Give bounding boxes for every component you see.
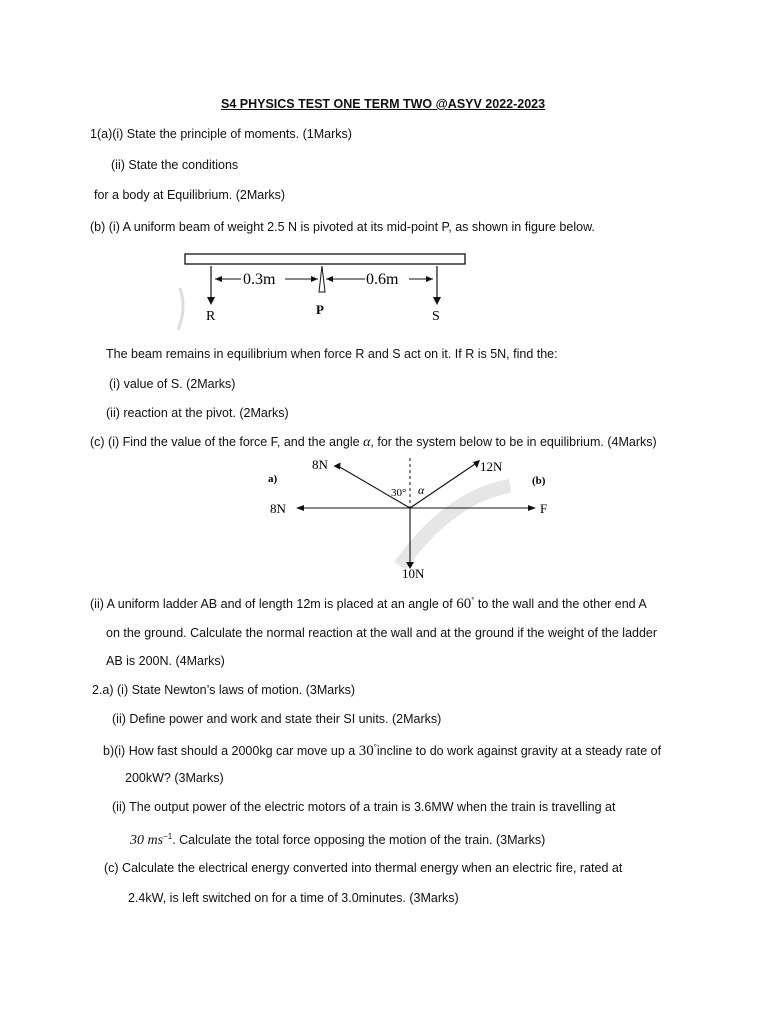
question-1c-ii-line2: on the ground. Calculate the normal reaction at the wall and at the ground if the weight of the ladder bbox=[106, 626, 658, 640]
page-title: S4 PHYSICS TEST ONE TERM TWO @ASYV 2022-2023 bbox=[221, 97, 546, 111]
question-2c-line2: 2.4kW, is left switched on for a time of 3.0minutes. (3Marks) bbox=[128, 891, 459, 905]
alpha-symbol: α bbox=[363, 435, 371, 450]
angle-label: 30° bbox=[391, 487, 407, 499]
question-1a-i: 1(a)(i) State the principle of moments. (1Marks) bbox=[90, 127, 352, 141]
force-right-label: F bbox=[540, 501, 548, 516]
label-a: a) bbox=[268, 473, 278, 485]
question-1b-text: The beam remains in equilibrium when force R and S act on it. If R is 5N, find the: bbox=[106, 347, 558, 361]
question-2b-i-line2: 200kW? (3Marks) bbox=[125, 771, 224, 785]
pivot-p bbox=[319, 266, 325, 292]
force-right-arrowhead bbox=[528, 505, 536, 511]
question-2c-line1: (c) Calculate the electrical energy converted into thermal energy when an electric fire, rated at bbox=[104, 861, 623, 875]
question-2b-ii-line2 bbox=[130, 829, 545, 849]
speed-value: 30 ms bbox=[130, 833, 164, 849]
force-upper-right-arrowhead bbox=[473, 460, 480, 468]
dim-left-arrow-start bbox=[215, 276, 222, 282]
force-down-label: 10N bbox=[402, 566, 425, 581]
degree-symbol: ° bbox=[373, 743, 377, 752]
alpha-angle-label: α bbox=[418, 483, 425, 497]
force-upper-left-label: 8N bbox=[312, 457, 328, 472]
question-1a-ii-line2: for a body at Equilibrium. (2Marks) bbox=[94, 188, 286, 202]
force-left-arrowhead bbox=[296, 505, 304, 511]
question-2a-ii: (ii) Define power and work and state their SI units. (2Marks) bbox=[112, 712, 442, 726]
question-2b-i-before: b)(i) How fast should a 2000kg car move up a bbox=[103, 744, 359, 759]
label-p: P bbox=[316, 302, 324, 317]
scan-artifact bbox=[400, 486, 510, 566]
force-upper-left-arrowhead bbox=[334, 462, 344, 471]
question-1c-ii-line1 bbox=[90, 593, 647, 612]
degree-symbol: ° bbox=[471, 596, 475, 605]
question-1b-i-value: (i) value of S. (2Marks) bbox=[109, 377, 236, 391]
question-2b-i-after: incline to do work against gravity at a steady rate of bbox=[376, 744, 662, 759]
distance-right-label: 0.6m bbox=[366, 271, 399, 288]
beam bbox=[185, 254, 465, 264]
question-1c-i-before: (c) (i) Find the value of the force F, and the angle bbox=[90, 435, 364, 449]
dim-right-arrow-start bbox=[326, 276, 333, 282]
dim-right-arrow-end bbox=[426, 276, 433, 282]
scan-artifact bbox=[178, 288, 183, 330]
speed-exponent: −1 bbox=[163, 832, 173, 841]
question-1a-ii-line1: (ii) State the conditions bbox=[111, 158, 239, 172]
force-upper-right-label: 12N bbox=[480, 459, 503, 474]
question-1c-ii-before: (ii) A uniform ladder AB and of length 12m is placed at an angle of bbox=[90, 597, 457, 612]
angle-30: 30 bbox=[358, 743, 374, 760]
question-1b-ii: (ii) reaction at the pivot. (2Marks) bbox=[106, 406, 289, 420]
force-s-arrowhead bbox=[433, 297, 441, 305]
dim-left-arrow-end bbox=[311, 276, 318, 282]
question-2b-ii-after: . Calculate the total force opposing the motion of the train. (3Marks) bbox=[172, 833, 546, 848]
force-r-arrowhead bbox=[207, 297, 215, 305]
question-1c-ii-line3: AB is 200N. (4Marks) bbox=[106, 654, 225, 668]
beam-diagram bbox=[175, 248, 475, 338]
angle-60: 60 bbox=[456, 596, 472, 613]
distance-left-label: 0.3m bbox=[243, 271, 276, 288]
question-1c-i bbox=[90, 434, 657, 451]
question-2b-ii-line1: (ii) The output power of the electric motors of a train is 3.6MW when the train is travelling at bbox=[112, 800, 616, 814]
question-1c-ii-after: to the wall and the other end A bbox=[474, 597, 647, 612]
label-s: S bbox=[432, 309, 440, 324]
label-b: (b) bbox=[532, 475, 546, 487]
question-1b-i: (b) (i) A uniform beam of weight 2.5 N is pivoted at its mid-point P, as shown in figure below. bbox=[90, 220, 595, 234]
force-left-label: 8N bbox=[270, 501, 286, 516]
question-2a-i: 2.a) (i) State Newton’s laws of motion. (3Marks) bbox=[92, 683, 356, 697]
force-diagram bbox=[260, 456, 580, 581]
question-2b-i-line1 bbox=[103, 740, 661, 759]
label-r: R bbox=[206, 309, 216, 324]
question-1c-i-after: , for the system below to be in equilibrium. (4Marks) bbox=[370, 435, 657, 449]
